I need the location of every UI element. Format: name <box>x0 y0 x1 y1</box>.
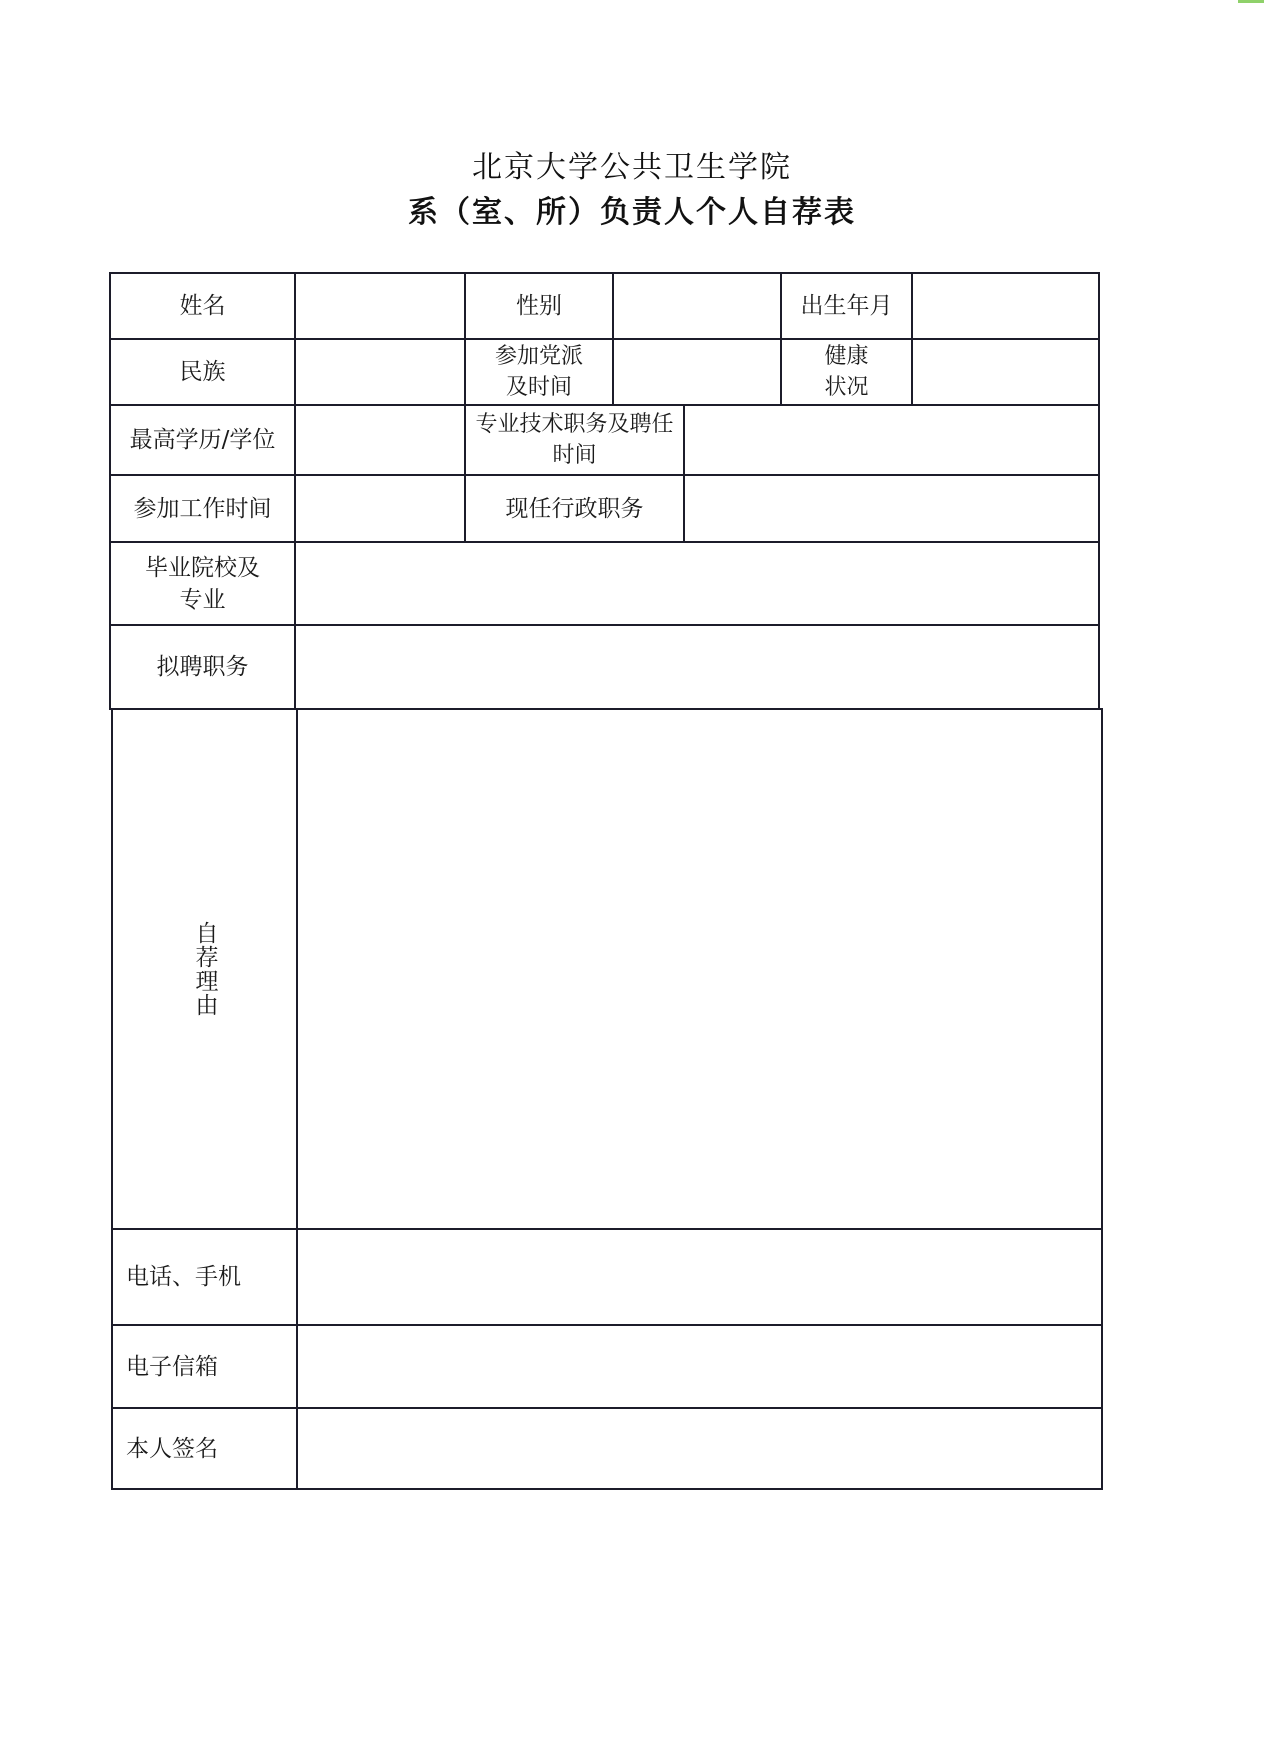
table-rule <box>111 1488 1103 1490</box>
self-recommendation-label <box>113 710 296 1228</box>
proposed-position-label: 拟聘职务 <box>156 654 249 680</box>
email-label: 电子信箱 <box>126 1353 218 1380</box>
professional-title-label <box>466 406 683 474</box>
school-major-field[interactable] <box>296 543 1098 624</box>
birth-date-label: 出生年月 <box>800 293 893 319</box>
title-label-line1: 专业技术职务及聘任 <box>475 412 674 437</box>
professional-title-field[interactable] <box>685 406 1098 474</box>
gender-label: 性别 <box>516 293 562 319</box>
phone-label: 电话、手机 <box>126 1264 241 1290</box>
ethnicity-label: 民族 <box>179 359 226 385</box>
reason-label-text: 自荐理由 <box>191 921 218 1017</box>
party-affiliation-field[interactable] <box>614 340 780 404</box>
ethnicity-field[interactable] <box>296 340 464 404</box>
page-title: 北京大学公共卫生学院 <box>472 150 792 185</box>
health-status-label <box>782 340 911 404</box>
email-field[interactable] <box>298 1326 1101 1407</box>
scan-edge-mark <box>1238 0 1264 3</box>
admin-post-field[interactable] <box>685 476 1098 541</box>
health-label-line1: 健康 <box>824 344 869 369</box>
name-label: 姓名 <box>179 293 226 319</box>
name-field[interactable] <box>296 274 464 338</box>
degree-label: 最高学历/学位 <box>129 427 276 453</box>
work-start-field[interactable] <box>296 476 464 541</box>
title-label-line2: 时间 <box>552 443 597 468</box>
phone-field[interactable] <box>298 1230 1101 1324</box>
party-affiliation-label <box>466 340 612 404</box>
proposed-position-field[interactable] <box>296 626 1098 708</box>
party-label-line2: 及时间 <box>505 375 572 400</box>
school-label-line1: 毕业院校及 <box>145 554 260 581</box>
signature-label: 本人签名 <box>126 1435 218 1462</box>
admin-post-label: 现任行政职务 <box>505 495 644 522</box>
school-major-label <box>111 543 294 624</box>
school-label-line2: 专业 <box>179 586 226 613</box>
degree-field[interactable] <box>296 406 464 474</box>
health-status-field[interactable] <box>913 340 1098 404</box>
signature-field[interactable] <box>298 1409 1101 1488</box>
page-subtitle: 系（室、所）负责人个人自荐表 <box>408 195 856 230</box>
table-rule <box>1098 272 1100 708</box>
birth-date-field[interactable] <box>913 274 1098 338</box>
gender-field[interactable] <box>614 274 780 338</box>
health-label-line2: 状况 <box>824 375 869 400</box>
work-start-label: 参加工作时间 <box>133 495 272 522</box>
self-recommendation-field[interactable] <box>298 710 1101 1228</box>
table-rule <box>1101 708 1103 1490</box>
party-label-line1: 参加党派 <box>494 344 583 369</box>
